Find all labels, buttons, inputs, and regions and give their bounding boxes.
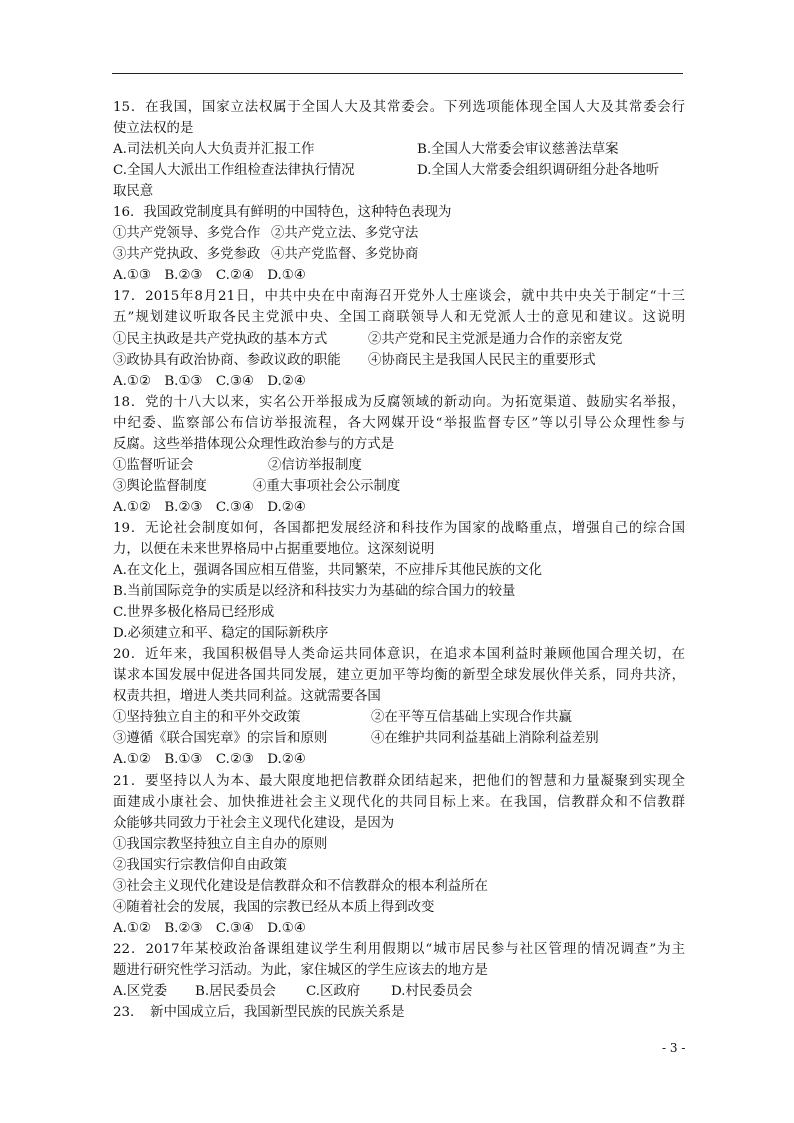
question-stem: 反腐。这些举措体现公众理性政治参与的方式是 bbox=[113, 436, 395, 452]
question-stem: 中纪委、监察部公布信访举报流程，各大网媒开设“举报监督专区”等以引导公众理性参与 bbox=[113, 415, 685, 431]
statement-4: ④随着社会的发展，我国的宗教已经从本质上得到改变 bbox=[113, 899, 435, 915]
statement-3: ③舆论监督制度 bbox=[113, 478, 207, 494]
question-23 bbox=[113, 1002, 685, 1023]
question-stem: 权责共担，增进人类共同利益。这就需要各国 bbox=[113, 689, 381, 705]
question-stem: 15．在我国，国家立法权属于全国人大及其常委会。下列选项能体现全国人大及其常委会行 bbox=[113, 100, 685, 115]
statement-1: ①民主执政是共产党执政的基本方式 bbox=[113, 331, 328, 347]
question-19 bbox=[113, 518, 685, 644]
answer-choices: A.①② B.①③ C.③④ D.②④ bbox=[113, 373, 306, 389]
question-stem: 17．2015年8月21日，中共中央在中南海召开党外人士座谈会，就中共中央关于制定“十三 bbox=[113, 289, 685, 305]
statement-1: ①监督听证会 bbox=[113, 457, 194, 473]
statement-2: ②共产党和民主党派是通力合作的亲密友党 bbox=[368, 331, 623, 347]
question-20 bbox=[113, 644, 685, 770]
option-a: A.在文化上，强调各国应相互借鉴，共同繁荣，不应排斥其他民族的文化 bbox=[113, 563, 543, 579]
statement-2: ②信访举报制度 bbox=[268, 457, 362, 473]
question-list bbox=[113, 97, 685, 1023]
question-stem: 题进行研究性学习活动。为此，家住城区的学生应该去的地方是 bbox=[113, 962, 488, 978]
question-stem: 使立法权的是 bbox=[113, 121, 194, 137]
answer-choices: A.①③ B.②③ C.②④ D.①④ bbox=[113, 268, 306, 284]
statement-2: ②共产党立法、多党守法 bbox=[271, 226, 419, 242]
option-c: C.全国人大派出工作组检查法律执行情况 bbox=[113, 163, 355, 179]
statement-3: ③社会主义现代化建设是信教群众和不信教群众的根本利益所在 bbox=[113, 878, 488, 894]
question-stem: 23． 新中国成立后，我国新型民族的民族关系是 bbox=[113, 1005, 405, 1021]
statement-3: ③遵循《联合国宪章》的宗旨和原则 bbox=[113, 731, 328, 747]
question-stem: 18．党的十八大以来，实名公开举报成为反腐领域的新动向。为拓宽渠道、鼓励实名举报， bbox=[113, 394, 685, 410]
statement-3: ③政协具有政治协商、参政议政的职能 bbox=[113, 352, 341, 368]
option-d: D.全国人大常委会组织调研组分赴各地听 bbox=[417, 163, 660, 179]
question-21 bbox=[113, 771, 685, 939]
statement-4: ④重大事项社会公示制度 bbox=[253, 478, 401, 494]
question-15 bbox=[113, 97, 685, 202]
statement-1: ①坚持独立自主的和平外交政策 bbox=[113, 710, 301, 726]
option-d: D.村民委员会 bbox=[391, 983, 473, 999]
statement-1: ①共产党领导、多党合作 bbox=[113, 226, 261, 242]
statement-4: ④协商民主是我国人民民主的重要形式 bbox=[368, 352, 596, 368]
header-rule bbox=[112, 73, 683, 74]
option-b: B.当前国际竞争的实质是以经济和科技实力为基础的综合国力的较量 bbox=[113, 584, 516, 600]
question-stem: 21．要坚持以人为本、最大限度地把信教群众团结起来，把他们的智慧和力量凝聚到实现全 bbox=[113, 773, 685, 789]
option-c: C.世界多极化格局已经形成 bbox=[113, 605, 275, 621]
answer-choices: A.①② B.②③ C.③④ D.①④ bbox=[113, 920, 306, 936]
option-d: D.必须建立和平、稳定的国际新秩序 bbox=[113, 626, 329, 642]
answer-choices: A.①② B.①③ C.②③ D.②④ bbox=[113, 752, 306, 768]
question-stem: 22．2017年某校政治备课组建议学生利用假期以“城市居民参与社区管理的情况调查”为主 bbox=[113, 941, 685, 957]
answer-choices: A.①② B.②③ C.③④ D.②④ bbox=[113, 499, 306, 515]
statement-3: ③共产党执政、多党参政 bbox=[113, 247, 261, 263]
question-stem: 众能够共同致力于社会主义现代化建设，是因为 bbox=[113, 815, 395, 831]
statement-1: ①我国宗教坚持独立自主自办的原则 bbox=[113, 836, 328, 852]
statement-2: ②在平等互信基础上实现合作共赢 bbox=[371, 710, 572, 726]
option-b: B.居民委员会 bbox=[195, 983, 277, 999]
question-stem: 20．近年来，我国积极倡导人类命运共同体意识，在追求本国利益时兼顾他国合理关切，在 bbox=[113, 647, 685, 663]
option-d-continued: 取民意 bbox=[113, 184, 154, 200]
question-stem: 19．无论社会制度如何，各国都把发展经济和科技作为国家的战略重点，增强自己的综合国 bbox=[113, 520, 685, 536]
option-c: C.区政府 bbox=[306, 983, 361, 999]
question-stem: 谋求本国发展中促进各国共同发展，建立更加平等均衡的新型全球发展伙伴关系，同舟共济， bbox=[113, 668, 685, 684]
question-18 bbox=[113, 392, 685, 518]
statement-4: ④在维护共同利益基础上消除利益差别 bbox=[371, 731, 599, 747]
question-16 bbox=[113, 202, 685, 286]
statement-2: ②我国实行宗教信仰自由政策 bbox=[113, 857, 288, 873]
question-stem: 五”规划建议听取各民主党派中央、全国工商联领导人和无党派人士的意见和建议。这说明 bbox=[113, 310, 685, 326]
page-number: - 3 - bbox=[662, 1041, 686, 1055]
option-b: B.全国人大常委会审议慈善法草案 bbox=[417, 142, 619, 158]
question-stem: 面建成小康社会、加快推进社会主义现代化的共同目标上来。在我国，信教群众和不信教群 bbox=[113, 794, 685, 810]
option-a: A.区党委 bbox=[113, 983, 168, 999]
question-stem: 力，以便在未来世界格局中占据重要地位。这深刻说明 bbox=[113, 541, 435, 557]
statement-4: ④共产党监督、多党协商 bbox=[271, 247, 419, 263]
question-stem: 16．我国政党制度具有鲜明的中国特色，这种特色表现为 bbox=[113, 205, 452, 221]
option-a: A.司法机关向人大负责并汇报工作 bbox=[113, 142, 315, 158]
question-22 bbox=[113, 939, 685, 1002]
question-17 bbox=[113, 286, 685, 391]
